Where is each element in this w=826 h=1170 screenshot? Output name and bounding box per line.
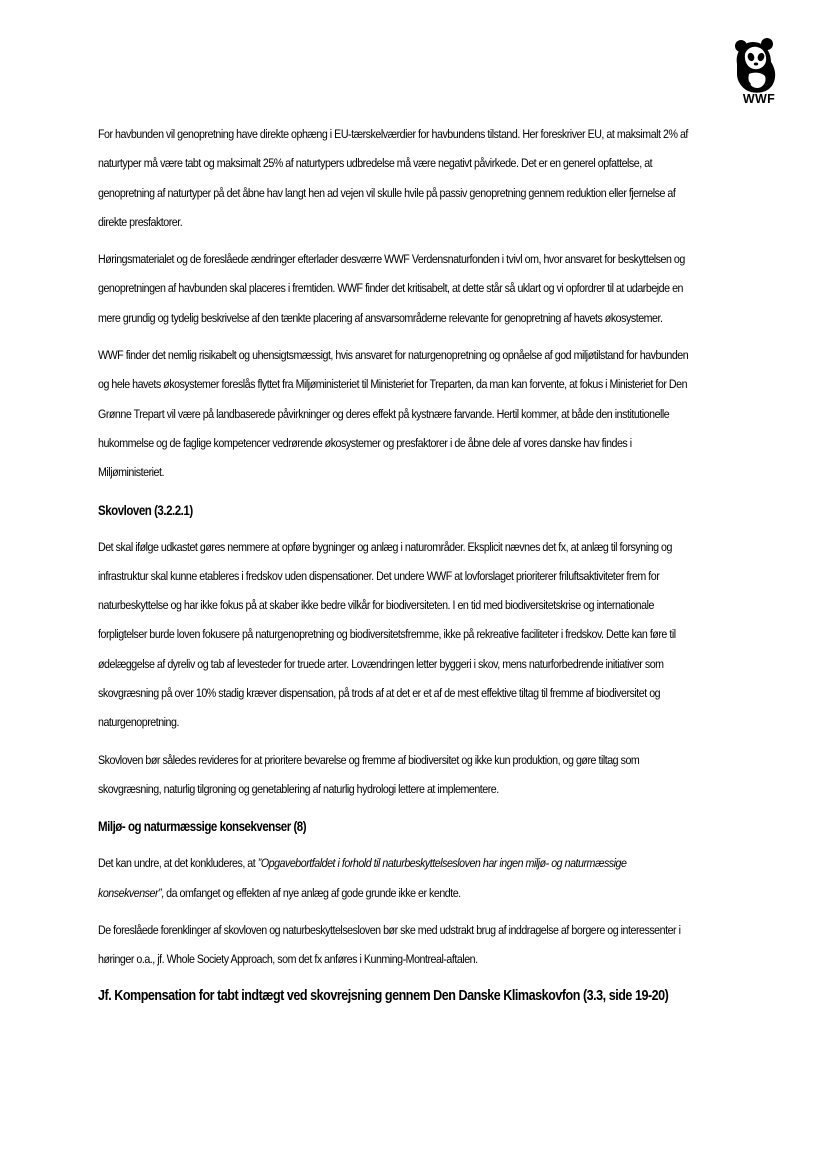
paragraph-skovloven-revideres: Skovloven bør således revideres for at prioritere bevarelse og fremme af biodiversitet og ikke kun produktion, og gøre tiltag som skovgræsning, naturlig tilgroning og genetablering af naturlig hydrologi lettere at implementere.	[98, 752, 640, 796]
paragraph-havbunden: For havbunden vil genopretning have direkte ophæng i EU-tærskelværdier for havbundens tilstand. Her foreskriver EU, at maksimalt 2% af naturtyper må være tabt og maksimalt 25% af naturtypers udbredelse må være negativt påvirkede. Det er en generel opfattelse, at genopretning af naturtyper på det åbne hav langt hen ad vejen vil skulle hvile på passiv genopretning gennem reduktion eller fjernelse af direkte presfaktorer.	[98, 127, 688, 229]
paragraph-forenklinger: De foreslåede forenklinger af skovloven og naturbeskyttelsesloven bør ske med udstrakt brug af inddragelse af borgere og interessenter i høringer o.a., jf. Whole Society Approach, som det fx anføres i Kunming-Montreal-aftalen.	[98, 922, 681, 967]
paragraph-skovloven-udkast: Det skal ifølge udkastet gøres nemmere at opføre bygninger og anlæg i naturområder. Eksplicit nævnes det fx, at anlæg til forsyning og infrastruktur skal kunne etableres i fredskov uden dispensationer. Det undere WWF at lovforslaget prioriterer friluftsaktiviteter frem for naturbeskyttelse og har ikke fokus på at skaber ikke bedre vilkår for biodiversiteten. I en tid med biodiversitetskrise og internationale forpligtelser burde loven fokusere på naturgenopretning og biodiversitetsfremme, ikke på rekreative faciliteter i fredskov. Dette kan føre til ødelæggelse af dyreliv og tab af levesteder for truede arter. Lovændringen letter byggeri i skov, mens naturforbedrende initiativer som skovgræsning på over 10% stadig kræver dispensation, på trods af at det er et af de mest effektive tiltag til fremme af biodiversitet og naturgenopretning.	[98, 539, 676, 730]
wwf-logo-text: WWF	[742, 92, 776, 106]
heading-konsekvenser: Miljø- og naturmæssige konsekvenser (8)	[98, 819, 307, 835]
paragraph-konkluderes	[98, 849, 690, 908]
paragraph-konkluderes-end: , da omfanget og effekten af nye anlæg af gode grunde ikke er kendte.	[161, 885, 461, 900]
paragraph-risikabelt: WWF finder det nemlig risikabelt og uhensigtsmæssigt, hvis ansvaret for naturgenopretning og opnåelse af god miljøtilstand for havbunden og hele havets økosystemer foreslås flyttet fra Miljøministeriet til Ministeriet for Treparten, da man kan forvente, at fokus i Ministeriet for Den Grønne Trepart vil være på landbaserede påvirkninger og deres effekt på kystnære farvande. Hertil kommer, at både den institutionelle hukommelse og de faglige kompetencer vedrørende økosystemer og presfaktorer i de åbne dele af vores danske hav findes i Miljøministeriet.	[98, 348, 689, 480]
heading-skovloven: Skovloven (3.2.2.1)	[98, 502, 193, 518]
document-body	[98, 120, 690, 1019]
paragraph-konkluderes-quote: ”Opgavebortfaldet i forhold til naturbeskyttelsesloven har ingen miljø- og naturmæssige konsekvenser”	[98, 856, 627, 900]
paragraph-hoeringsmaterialet: Høringsmaterialet og de foreslåede ændringer efterlader desværre WWF Verdensnaturfonden i tvivl om, hvor ansvaret for beskyttelsen og genopretningen af havbunden skal placeres i fremtiden. WWF finder det kritisabelt, at dette står så uklart og vi opfordrer til at udarbejde en mere grundig og tydelig beskrivelse af den tænkte placering af ansvarsområderne relevante for genopretning af havets økosystemer.	[98, 252, 685, 325]
paragraph-konkluderes-start: Det kan undre, at det konkluderes, at	[98, 856, 258, 871]
wwf-logo	[729, 34, 783, 106]
heading-kompensation: Jf. Kompensation for tabt indtægt ved skovrejsning gennem Den Danske Klimaskovfon (3.3, side 19-20)	[98, 988, 669, 1005]
